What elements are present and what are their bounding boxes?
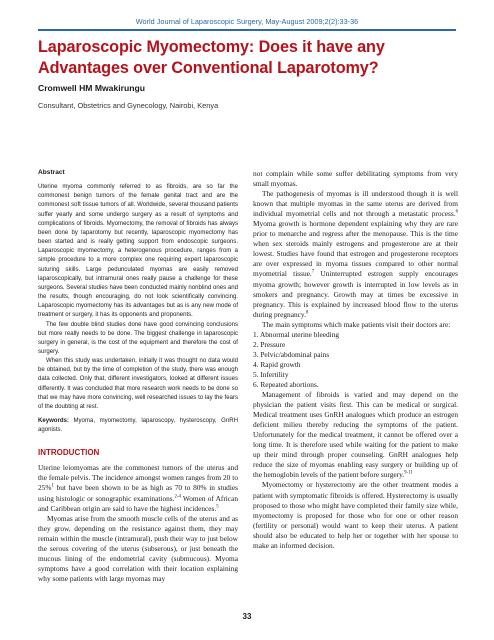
title-line-1: Laparoscopic Myomectomy: Does it have any: [38, 38, 385, 56]
list-item: 3. Pelvic/abdominal pains: [253, 349, 330, 359]
title-line-2: Advantages over Conventional Laparotomy?: [38, 59, 379, 77]
management-paragraph: [253, 390, 458, 480]
citation-ref: 9-11: [404, 470, 413, 476]
citation-ref: 2-4: [174, 494, 181, 500]
continued-paragraph: not complain while some suffer debilitating symptoms from very small myomas.: [253, 169, 458, 189]
pathogenesis-paragraph: [253, 189, 458, 320]
citation-ref: 7: [311, 270, 315, 276]
patho-text-a: The pathogenesis of myomas is ill understood though it is well known that multiple myomas in the same uterus are derived from individual myometrial cells and not through a metastatic process.: [253, 189, 458, 219]
abstract-section: [38, 168, 238, 435]
symptoms-list: [253, 330, 458, 390]
intro-paragraph-2: Myomas arise from the smooth muscle cells of the uterus and as they grow, depending on the resistance against them, they may remain within the muscle (intramural), push their way to just below the serous covering of the uterus (subserous), or just beneath the mucous lining of the endometrial cavity (submucous). Myoma symptoms have a good correlation with their location explaining why some patients with large myomas may: [38, 513, 238, 583]
right-column: [253, 169, 458, 551]
keywords: [38, 417, 238, 435]
patho-text-c: Uninterrupted estrogen supply encourages myoma growth; however growth is interrupted in low levels as in smokers and pregnancy. Growth may at times be excessive in pregnancy. This is explained by increased blood flow to the uterus during pregnancy.: [253, 269, 458, 319]
intro-paragraph-1: [38, 463, 238, 513]
citation-ref: 8: [305, 310, 309, 316]
citation-ref: 1: [51, 484, 54, 490]
abstract-paragraph-1: Uterine myoma commonly referred to as fibroids, are so far the commonest benign tumors of the female genital tract and are the commonest soft tissue tumors of all. Worldwide, several thousand patients suffer yearly and some undergo surgery as a result of symptoms and complications of fibroids. Myomectomy, the removal of fibroids has always been done by laparotomy but recently, laparoscopic myomectomy has been started and is really getting support from endoscopic surgeons. Laparoscopic myomectomy, a heterogenous procedure, ranges from a simple procedure to a more complex one requiring expert laparoscopic suturing skills. Large pedunculated myomas are easily removed laparoscopically, but intramural ones really pause a challenge for these surgeons. Several studies have been conducted mainly nonblind ones and the results, though encouraging, do not look scientifically convincing. Laparoscopic myomectomy has its advantages but as is any new mode of treatment or surgery, it has its opponents and proponents.: [38, 184, 238, 319]
abstract-paragraph-3: When this study was undertaken, initially it was thought no data would be obtained, but by the time of completion of the study, there was enough data collected. Only that, different investigators, looked at different issues differently. It was concluded that more research work needs to be done so that we may have more convincing, well researched issues to lay the fears of the doubting at rest.: [38, 358, 238, 410]
list-item: 1. Abnormal uterine bleeding: [253, 329, 340, 339]
left-column: [38, 168, 238, 584]
list-item: 6. Repeated abortions.: [253, 379, 319, 389]
journal-citation: World Journal of Laparoscopic Surgery, May-August 2009;2(2):33-36: [135, 17, 359, 26]
list-item: 4. Rapid growth: [253, 359, 301, 369]
citation-ref: 6: [455, 209, 458, 215]
page-number: 33: [242, 612, 252, 621]
citation-ref: 5: [216, 504, 219, 510]
list-item: 2. Pressure: [253, 339, 286, 349]
author-name: Cromwell HM Mwakirungu: [38, 83, 145, 93]
list-item: 5. Infertility: [253, 369, 289, 379]
introduction-heading: INTRODUCTION: [38, 448, 100, 458]
intro-p1-text-c: Women of African and Caribbean origin are said to have the highest incidences.: [38, 493, 238, 513]
abstract-paragraph-2: The few double blind studies done have good convincing conclusions but more really needs to be done. The biggest challenge in laparoscopic surgery in general, is the cost of the equipment and therefore the cost of surgery.: [38, 321, 238, 355]
mgmt-text: Management of fibroids is varied and may depend on the physician the patient visits first. This can be medical or surgical. Medical treatment uses GnRH analogues which produce an estrogen deficient milieu thereby reducing the symptoms of the patient. Unfortunately for the medical treatment, it cannot be offered over a long time. It is therefore used while waiting for the patient to make up their mind through proper counseling. GnRH analogues help reduce the size of myomas enabling easy surgery or building up of the hemoglobin levels of the patient before surgery.: [253, 390, 458, 480]
keywords-list: Myoma, myomectomy, laparoscopy, hysteroscopy, GnRH agonists.: [38, 418, 238, 434]
treatment-paragraph: Myomectomy or hysterectomy are the other treatment modes a patient with symptomatic fibroids is offered. Hysterectomy is usually proposed to those who might have completed their family size while, myomectomy is proposed for those who for one or other reason (fertility or personal) would want to keep their uterus. A patient should also be educated to help her or together with her spouse to make an informed decision.: [253, 480, 458, 550]
header-rule: [38, 29, 456, 31]
keywords-label: Keywords:: [38, 418, 69, 425]
symptoms-intro: The main symptoms which make patients visit their doctors are:: [262, 319, 451, 329]
author-affiliation: Consultant, Obstetrics and Gynecology, Nairobi, Kenya: [38, 101, 219, 110]
article-title: [38, 37, 464, 79]
intro-p1-text-a: Uterine leiomyomas are the commonest tumors of the uterus and the female pelvis. The incidence amongst women ranges from 20 to 25%: [38, 463, 238, 493]
introduction-body: [38, 463, 238, 584]
patho-text-b: Myoma growth is hormone dependent explaining why they are rare prior to menarche and regress after the menopause. This is the time when sex steroids mainly estrogens and progesterone are at their lowest. Studies have found that estrogen and progesterone receptors are over expressed in myoma tissues compared to other normal myometrial tissue.: [253, 219, 458, 279]
abstract-heading: Abstract: [38, 169, 65, 176]
intro-p1-text-b: but have been shown to be as high as 70 to 80% in studies using histologic or sonographic examinations.: [38, 483, 238, 503]
